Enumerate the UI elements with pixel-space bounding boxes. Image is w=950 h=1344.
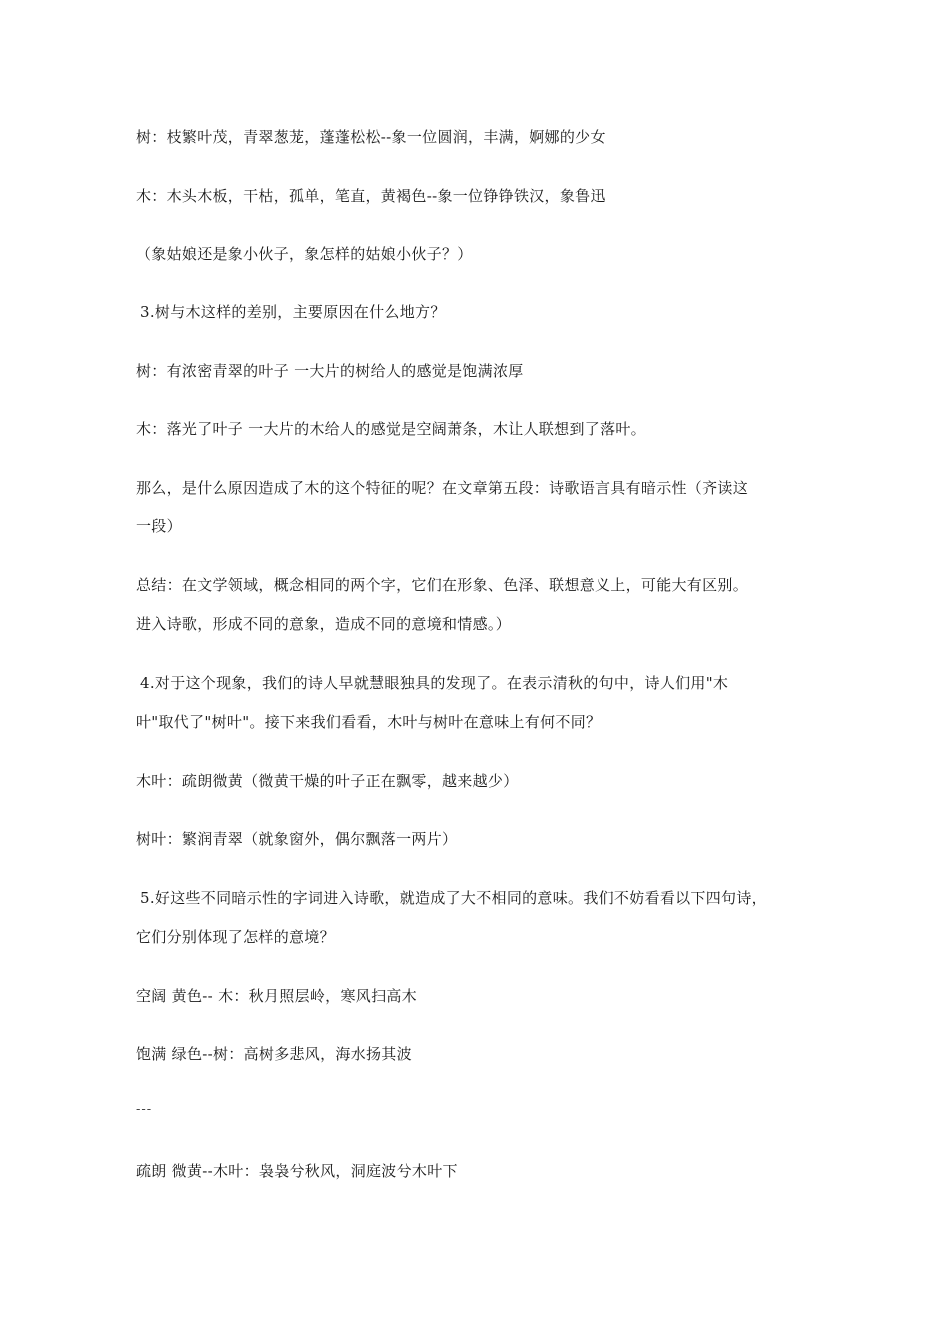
text-line-poem-3: 疏朗 微黄--木叶：袅袅兮秋风，洞庭波兮木叶下 (136, 1162, 458, 1180)
text-line-muye: 木叶：疏朗微黄（微黄干燥的叶子正在飘零，越来越少） (136, 772, 519, 790)
text-line-wood-leaves: 木：落光了叶子 一大片的木给人的感觉是空阔萧条，木让人联想到了落叶。 (136, 420, 646, 438)
text-line-tree-leaves: 树：有浓密青翠的叶子 一大片的树给人的感觉是饱满浓厚 (136, 362, 524, 380)
text-line-question-4: 4.对于这个现象，我们的诗人早就慧眼独具的发现了。在表示清秋的句中，诗人们用"木 (140, 674, 729, 692)
text-divider: --- (136, 1102, 153, 1117)
text-line-wood-description: 木：木头木板，干枯，孤单，笔直，黄褐色--象一位铮铮铁汉，象鲁迅 (136, 187, 606, 205)
text-line-question-girl-boy: （象姑娘还是象小伙子，象怎样的姑娘小伙子？） (136, 245, 473, 263)
text-line-poem-2: 饱满 绿色--树：高树多悲风，海水扬其波 (136, 1045, 412, 1063)
text-line-question-3: 3.树与木这样的差别，主要原因在什么地方？ (140, 303, 446, 321)
text-line-reason-cont: 一段） (136, 517, 182, 535)
text-line-question-5-cont: 它们分别体现了怎样的意境？ (136, 928, 335, 946)
text-line-summary: 总结：在文学领域，概念相同的两个字，它们在形象、色泽、联想意义上，可能大有区别。 (136, 576, 749, 594)
text-line-tree-description: 树：枝繁叶茂，青翠葱茏，蓬蓬松松--象一位圆润，丰满，婀娜的少女 (136, 128, 606, 146)
text-line-shuye: 树叶：繁润青翠（就象窗外，偶尔飘落一两片） (136, 830, 458, 848)
text-line-poem-1: 空阔 黄色-- 木：秋月照层岭，寒风扫高木 (136, 987, 417, 1005)
text-line-reason: 那么，是什么原因造成了木的这个特征的呢？在文章第五段：诗歌语言具有暗示性（齐读这 (136, 479, 749, 497)
text-line-question-4-cont: 叶"取代了"树叶"。接下来我们看看，木叶与树叶在意味上有何不同？ (136, 713, 602, 731)
text-line-summary-cont: 进入诗歌，形成不同的意象，造成不同的意境和情感。） (136, 615, 512, 633)
text-line-question-5: 5.好这些不同暗示性的字词进入诗歌，就造成了大不相同的意味。我们不妨看看以下四句诗， (140, 889, 767, 907)
